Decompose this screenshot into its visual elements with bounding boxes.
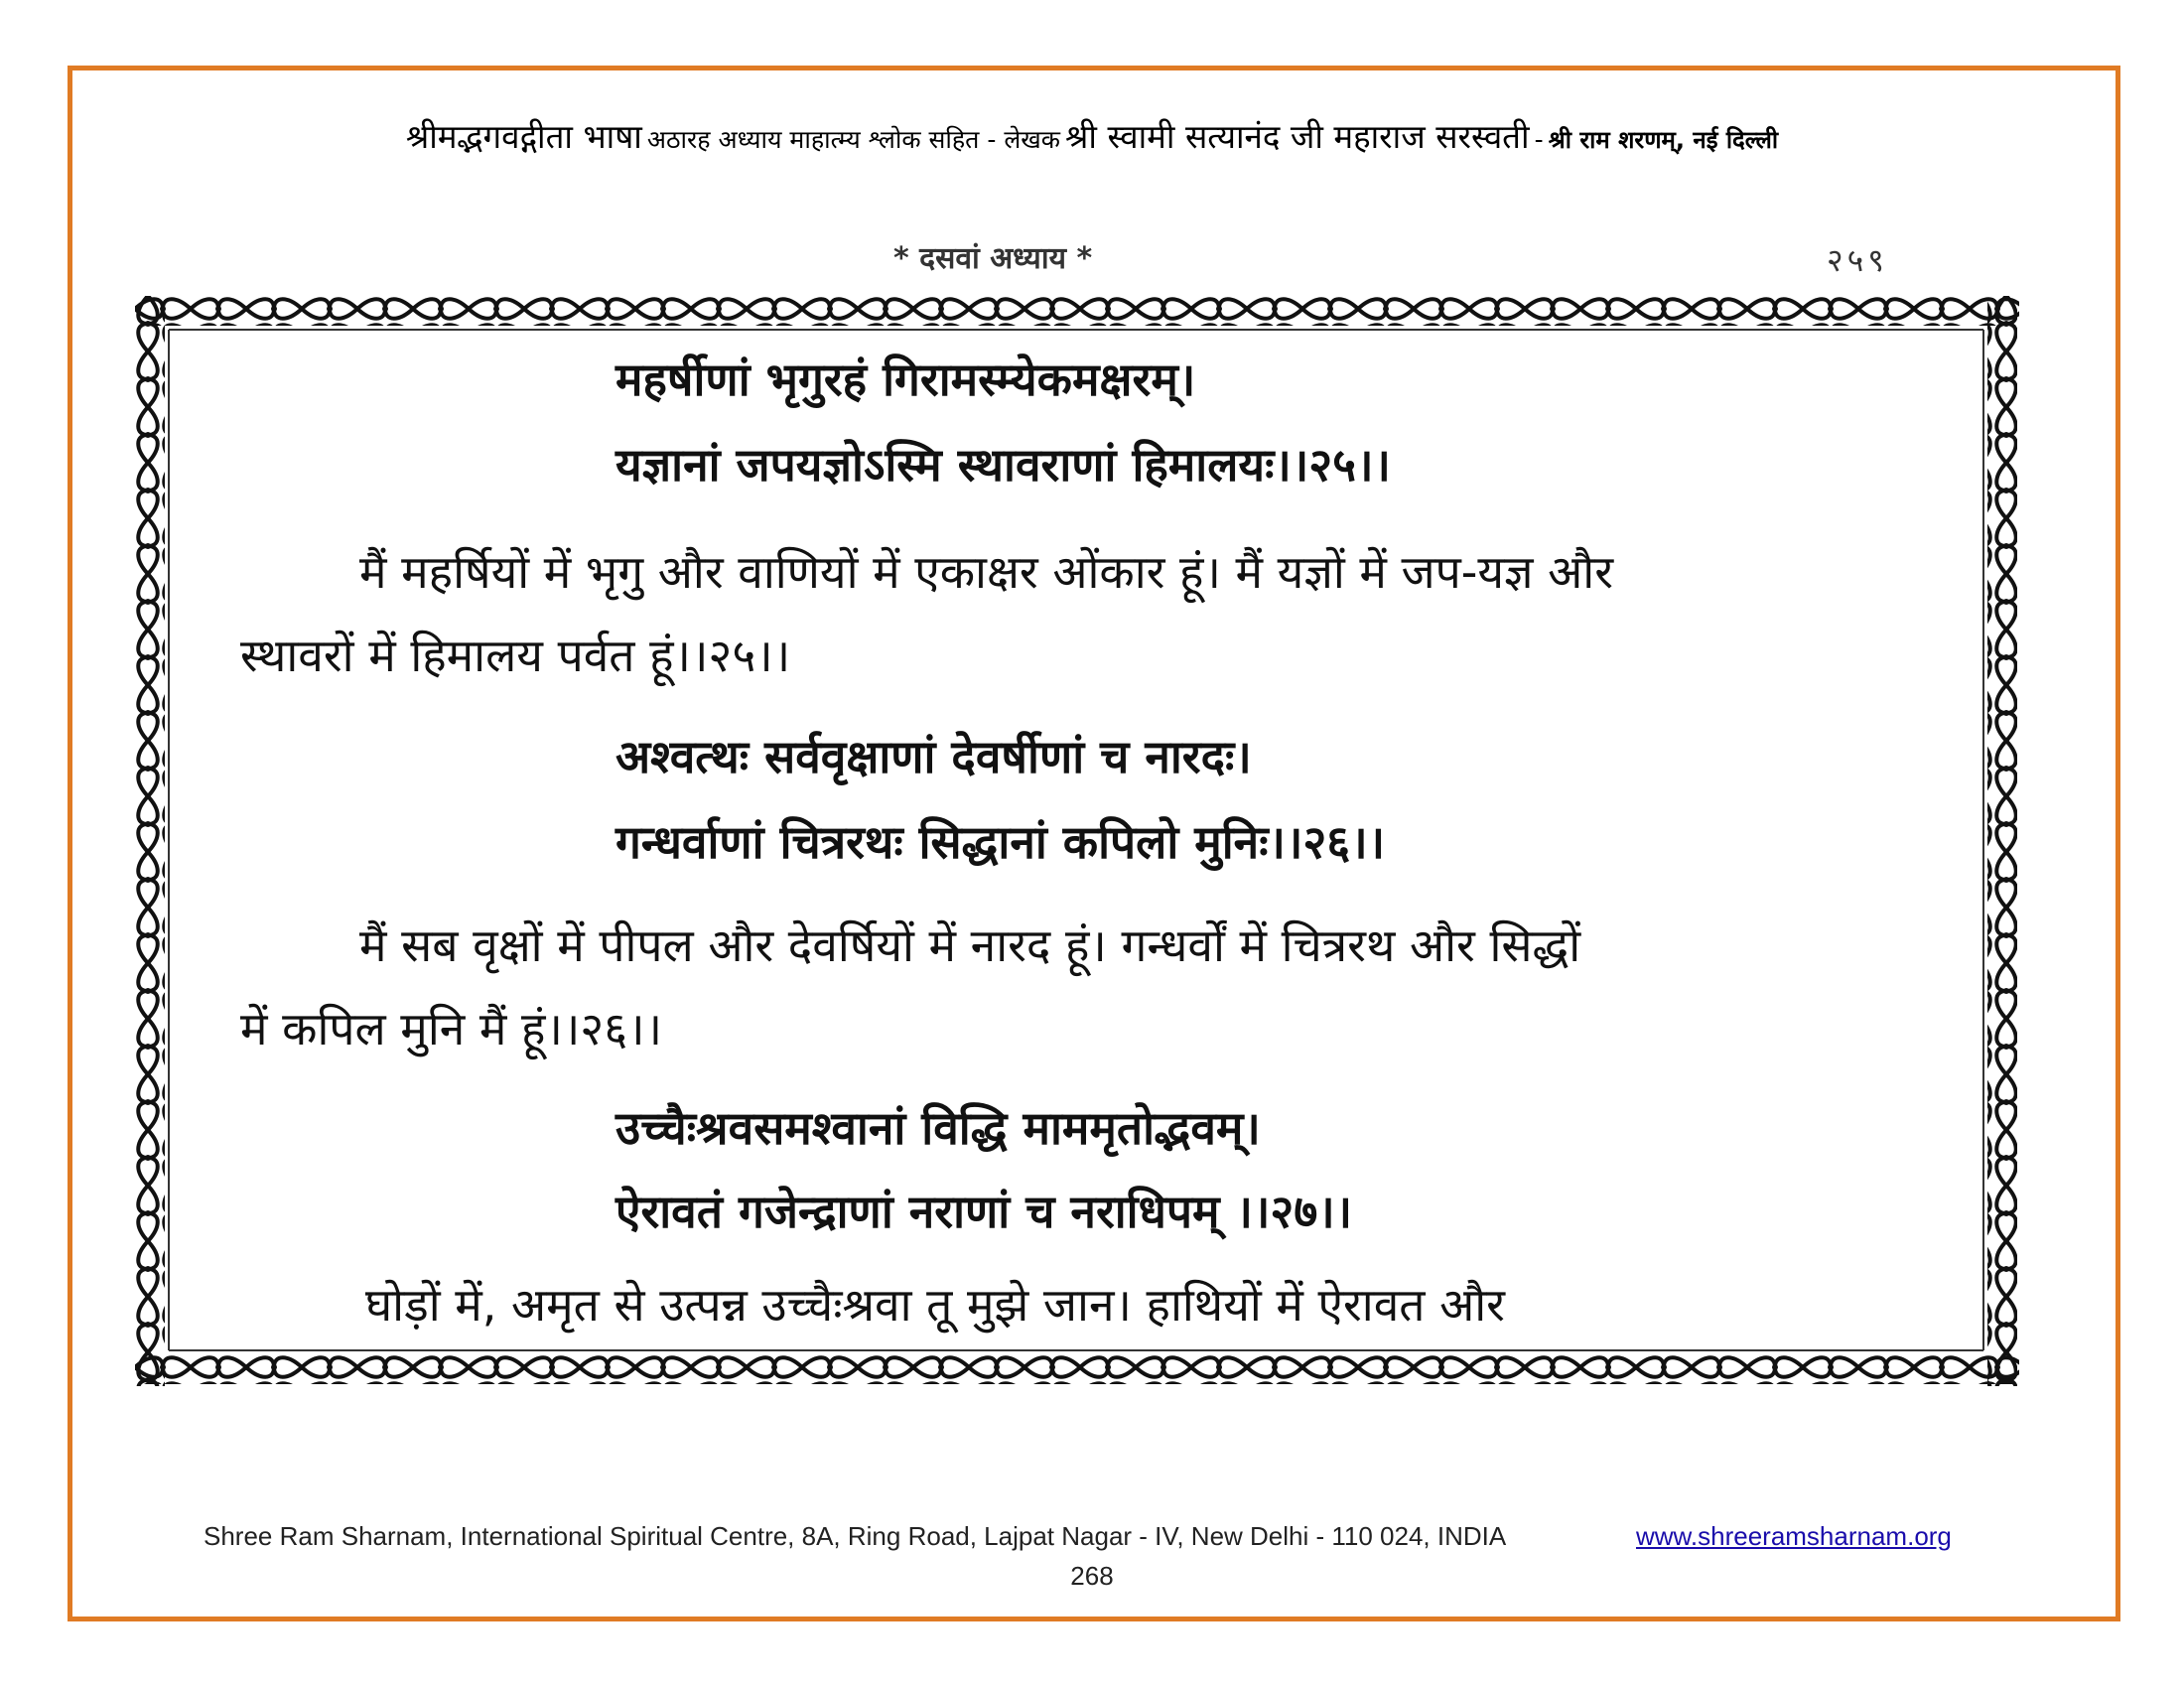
translation-25-line-1: मैं महर्षियों में भृगु और वाणियों में एकाक्षर ओंकार हूं। मैं यज्ञों में जप-यज्ञ और: [359, 545, 1614, 599]
verse-25-line-1: महर्षीणां भृगुरहं गिरामस्म्येकमक्षरम्।: [615, 352, 1196, 406]
footer-address: Shree Ram Sharnam, International Spiritual Centre, 8A, Ring Road, Lajpat Nagar - IV, New Delhi - 110 024, INDIA: [204, 1521, 1507, 1551]
publisher-name: श्री राम शरणम्, नई दिल्ली: [1548, 126, 1779, 154]
verse-26-line-2: गन्धर्वाणां चित्ररथः सिद्धानां कपिलो मुनिः।।२६।।: [615, 815, 1386, 869]
verse-25-line-2: यज्ञानां जपयज्ञोऽस्मि स्थावराणां हिमालयः।।२५।।: [615, 438, 1391, 492]
website-link[interactable]: www.shreeramsharnam.org: [1636, 1521, 1952, 1551]
verse-27-line-1: उच्चैःश्रवसमश्वानां विद्धि माममृतोद्भवम्।: [615, 1101, 1261, 1155]
book-title: श्रीमद्भगवद्गीता भाषा: [405, 117, 642, 156]
translation-26-line-1: मैं सब वृक्षों में पीपल और देवर्षियों में नारद हूं। गन्धर्वों में चित्ररथ और सिद्धों: [359, 918, 1581, 972]
author-name: श्री स्वामी सत्यानंद जी महाराज सरस्वती: [1065, 117, 1530, 156]
scan-page-number: २५९: [1827, 241, 1888, 279]
header-dash: -: [1534, 125, 1544, 154]
verse-27-line-2: ऐरावतं गजेन्द्राणां नराणां च नराधिपम् ।।२७।।: [615, 1185, 1353, 1238]
translation-26-line-2: में कपिल मुनि मैं हूं।।२६।।: [240, 1002, 663, 1055]
translation-25-line-2: स्थावरों में हिमालय पर्वत हूं।।२५।।: [240, 629, 791, 682]
translation-27-line-1: घोड़ों में, अमृत से उत्पन्न उच्चैःश्रवा तू मुझे जान। हाथियों में ऐरावत और: [365, 1278, 1505, 1332]
document-header: [89, 117, 2095, 163]
book-subtitle: अठारह अध्याय माहात्म्य श्लोक सहित - लेखक: [646, 125, 1060, 154]
page-number: 268: [1070, 1561, 1114, 1591]
verse-26-line-1: अश्वत्थः सर्ववृक्षाणां देवर्षीणां च नारदः।: [615, 730, 1252, 783]
chapter-label: * दसवां अध्याय *: [893, 241, 1093, 276]
